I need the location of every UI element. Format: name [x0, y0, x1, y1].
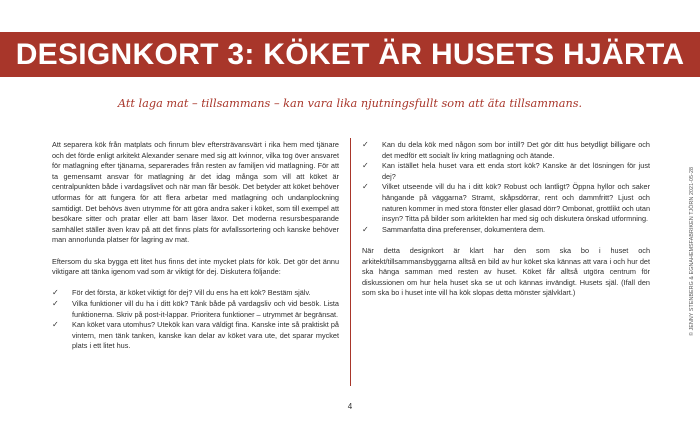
list-item [362, 182, 650, 224]
checkmark-icon: ✓ [52, 320, 59, 330]
checkmark-icon: ✓ [362, 182, 369, 192]
intro-paragraph: Att separera kök från matplats och finrum blev eftersträvansvärt i rika hem med tjänare och det förde enligt arkitekt Alexander senare med sig att kvinnor, vilka tog över ansvaret för matlagning efter tjänarna, separerades från resten av familjen vid matlagning. För att ta gemensamt ansvar för matlagning är det idag många som vill att köket är centralpunkten både i vardagslivet och när man får besök. Det betyder att köket behöver utformas för att fungera för att flera arbetar med matlagning och undanplockning samtidigt. Det behövs även utrymme för att göra andra saker i köket, som till exempel att besökare sitter och pratar eller att barn läser läxor. Det moderna resursbesparande samhället ställer även krav på att det finns plats för avfallssortering och kanske behöver man annorlunda platser för lagring av mat. [52, 140, 339, 245]
list-item [362, 140, 650, 161]
list-item-text: Kan du dela kök med någon som bor intill? Det gör ditt hus betydligt billigare och det medför ett socialt liv kring matlagning och ätande. [382, 140, 650, 160]
right-column [362, 140, 650, 310]
copyright-credit: © JENNY STENBERG & EGNAHEMSFABRIKEN TJÖRN 2021-05-28 [689, 166, 695, 336]
checkmark-icon: ✓ [52, 298, 59, 308]
page-title: DESIGNKORT 3: KÖKET ÄR HUSETS HJÄRTA [15, 37, 685, 71]
list-item-text: Vilka funktioner vill du ha i ditt kök? Tänk både på vardagsliv och vid besök. Lista funktionerna. Skriv på post-it-lappar. Prioritera funktioner – utrymmet är begränsat. [72, 298, 339, 319]
list-item [52, 320, 339, 352]
left-column [52, 140, 339, 362]
list-item [52, 288, 339, 299]
list-item [362, 161, 650, 182]
list-item-text: Vilket utseende vill du ha i ditt kök? Robust och lantligt? Öppna hyllor och saker hängande på väggarna? Stramt, skåpsdörrar, rent och dammfritt? Ljust och naturen kommer in med stora fönster eller glasad dörr? Ombonat, grottlikt och utan insyn? Titta på bilder som arkitekten har med sig och diskutera önskad utformning. [382, 182, 650, 224]
list-item-text: För det första, är köket viktigt för dej? Vill du ens ha ett kök? Bestäm själv. [72, 288, 311, 298]
checklist-right [362, 140, 650, 235]
checkmark-icon: ✓ [362, 224, 369, 234]
title-banner [0, 32, 700, 77]
subtitle: Att laga mat – tillsammans – kan vara lika njutningsfullt som att äta tillsammans. [117, 97, 583, 110]
checkmark-icon: ✓ [362, 161, 369, 171]
list-item-text: Kan istället hela huset vara ett enda stort kök? Kanske är det lösningen för just dej? [382, 161, 650, 181]
list-item [52, 299, 339, 320]
list-item [362, 225, 650, 236]
column-divider [350, 138, 351, 386]
page-number: 4 [347, 402, 353, 411]
discussion-paragraph: Eftersom du ska bygga ett litet hus finns det inte mycket plats för kök. Det gör det ännu viktigare att tänka igenom vad som är viktigt för dej. Diskutera följande: [52, 256, 339, 277]
checkmark-icon: ✓ [52, 288, 59, 298]
list-item-text: Sammanfatta dina preferenser, dokumentera dem. [382, 224, 546, 234]
checkmark-icon: ✓ [362, 140, 369, 149]
summary-paragraph: När detta designkort är klart har den som ska bo i huset och arkitekt/tillsammansbyggarna alltså en bild av hur köket ska kännas att vara i och hur det ska hänga samman med resten av huset. Köket får alltså utgöra centrum för diskussionen om hur hela huset ska se ut och kännas invändigt. Husets själ. (Ifall den som ska bo i huset inte vill ha kök slopas detta mönster självklart.) [362, 245, 650, 298]
checklist-left [52, 288, 339, 352]
list-item-text: Kan köket vara utomhus? Utekök kan vara väldigt fina. Kanske inte så praktiskt på vintern, men tänk tanken, kanske kan delar av köket vara ute, det sparar mycket plats i ett litet hus. [72, 320, 339, 351]
